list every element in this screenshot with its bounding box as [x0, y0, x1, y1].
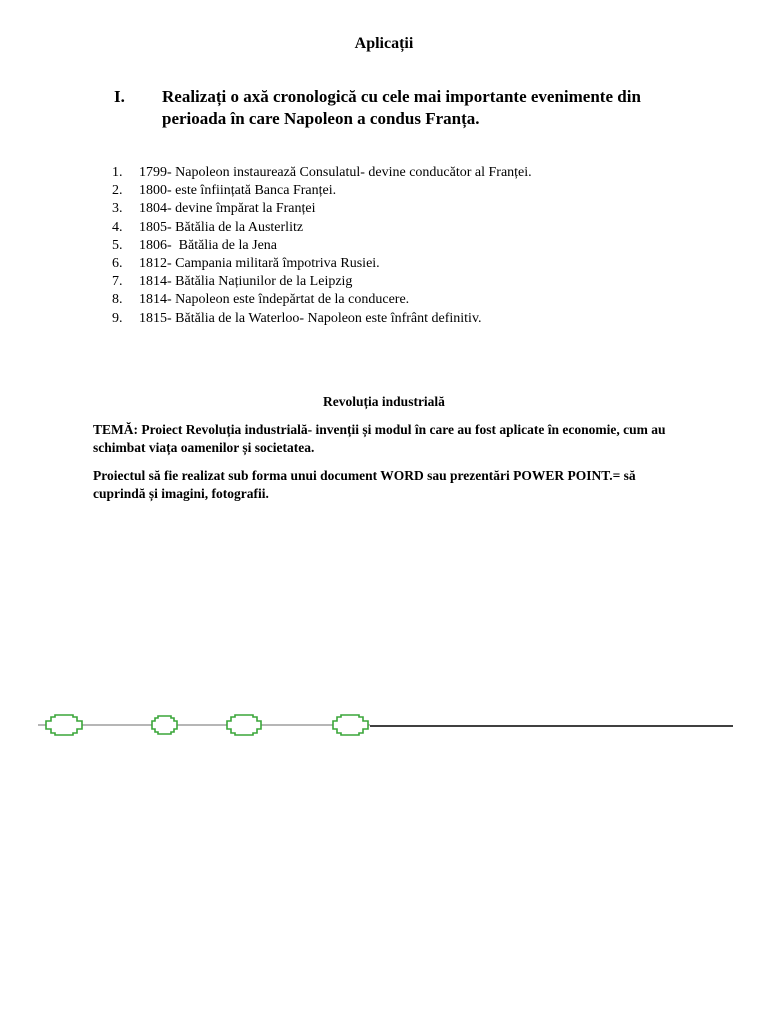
list-item: [112, 255, 672, 273]
section-heading-text: Realizați o axă cronologică cu cele mai importante evenimente din perioada în care Napoleon a condus Franța.: [162, 87, 641, 128]
timeline-marker: [152, 716, 177, 734]
timeline-marker: [333, 715, 368, 735]
list-item-number: 2.: [112, 183, 123, 199]
list-item-text: 1805- Bătălia de la Austerlitz: [139, 219, 304, 235]
list-item: [112, 164, 672, 182]
list-item-text: 1812- Campania militară împotriva Rusiei.: [139, 256, 380, 272]
list-item-number: 1.: [112, 165, 123, 180]
section-number: I.: [114, 87, 125, 106]
list-item-number: 8.: [112, 292, 123, 308]
timeline-graphic: [0, 700, 768, 750]
list-item-text: 1814- Bătălia Națiunilor de la Leipzig: [139, 274, 353, 290]
list-item-text: 1814- Napoleon este îndepărtat de la conducere.: [139, 292, 410, 308]
list-item: [112, 273, 672, 291]
list-item-text: 1799- Napoleon instaurează Consulatul- devine conducător al Franței.: [139, 165, 532, 180]
list-item: [112, 237, 672, 255]
events-list: [112, 164, 672, 328]
list-item-number: 4.: [112, 219, 123, 235]
section-subtitle: Revoluția industrială: [323, 394, 445, 409]
list-item: [112, 310, 672, 328]
list-item-text: 1815- Bătălia de la Waterloo- Napoleon este înfrânt definitiv.: [139, 310, 482, 326]
list-item: [112, 200, 672, 218]
list-item: [112, 291, 672, 309]
list-item: [112, 182, 672, 200]
list-item: [112, 219, 672, 237]
list-item-text: 1804- devine împărat la Franței: [139, 201, 316, 217]
section-heading: [114, 86, 714, 130]
list-item-number: 6.: [112, 256, 123, 272]
list-item-number: 7.: [112, 274, 123, 290]
list-item-text: 1800- este înființată Banca Franței.: [139, 183, 337, 199]
timeline-marker: [46, 715, 82, 735]
list-item-text: 1806- Bătălia de la Jena: [139, 237, 278, 253]
list-item-number: 5.: [112, 237, 123, 253]
timeline-marker: [227, 715, 261, 735]
list-item-number: 3.: [112, 201, 123, 217]
instructions-paragraph: Proiectul să fie realizat sub forma unui document WORD sau prezentări POWER POINT.= să cuprindă și imagini, fotografii.: [93, 468, 636, 501]
page-title: Aplicații: [354, 35, 414, 52]
list-item-number: 9.: [112, 310, 123, 326]
assignment-paragraph: TEMĂ: Proiect Revoluția industrială- invenții și modul în care au fost aplicate în economie, cum au schimbat viața oamenilor și societatea.: [93, 422, 666, 455]
